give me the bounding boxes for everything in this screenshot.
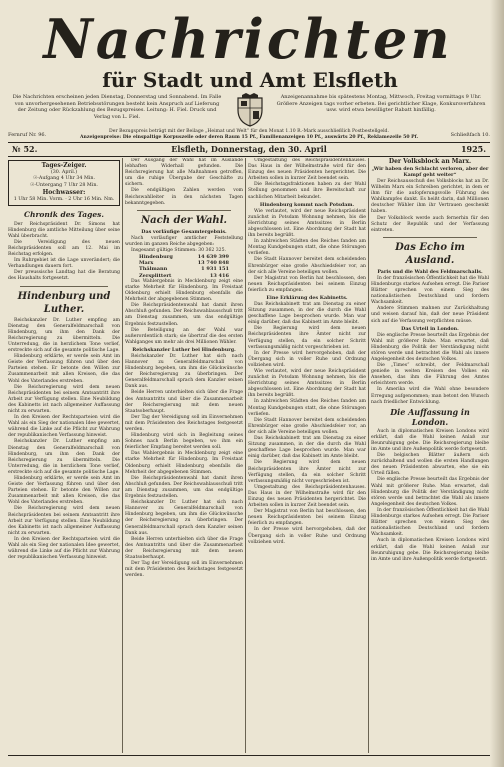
phone-number: Fernruf Nr. 96. xyxy=(8,132,47,138)
chronik-item: Die Vereidigung des neuen Reichspräsidenten soll am 12. Mai im Reichstag erfolgen. xyxy=(8,239,120,258)
article-paragraph: Der Magistrat von Berlin hat beschlossen, den neuen Reichspräsidenten bei seinem Einzug feierlich zu empfangen. xyxy=(248,509,366,527)
article-paragraph: In Amerika wird die Wahl ohne besondere Erregung aufgenommen; man betont den Wunsch nach friedlicher Entwicklung. xyxy=(371,387,489,405)
vote-row: Marx 13 740 848 xyxy=(139,260,229,267)
article-subheading: Das vorläufige Gesamtergebnis. xyxy=(141,228,227,235)
article-paragraph: Der Ausgang der Wahl hat im Auslande lebhaften Widerhall gefunden. Die Reichsregierung hat alle Maßnahmen getroffen, um die ruhige Übergabe der Geschäfte zu sichern. xyxy=(125,158,243,188)
calendar-box xyxy=(8,160,120,206)
article-heading: Hindenburg und Luther. xyxy=(17,290,111,315)
article-paragraph: Die Reichspräsidentenwahl hat damit ihren Abschluß gefunden. Der Reichswahlausschuß tritt am Dienstag zusammen, um das endgültige Ergebnis festzustellen. xyxy=(125,475,243,500)
article-paragraph: Reichskanzler Dr. Luther empfing am Dienstag den Generalfeldmarschall von Hindenburg, um ihm den Dank der Reichsregierung zu übermitteln. Die Unterredung, die in herzlichem Tone verlief, erstreckte sich auf die gesamte politische Lage. xyxy=(8,317,120,354)
column-3 xyxy=(248,158,366,758)
article-paragraph: Der Reichsausschuß des Volksblocks hat an Dr. Wilhelm Marx ein Schreiben gerichtet, in dem er ihm für die aufopferungsvolle Führung des Wahlkampfes dankt. Es heißt darin, daß Millionen deutscher Wähler ihm ihr Vertrauen geschenkt haben. xyxy=(371,179,489,215)
article-paragraph: Das Wahlergebnis in Mecklenburg zeigt eine starke Mehrheit für Hindenburg. Im Freistaat Oldenburg erhielt Hindenburg ebenfalls die Mehrheit der abgegebenen Stimmen. xyxy=(125,451,243,475)
article-paragraph: Reichskanzler Dr. Luther hat sich nach Hannover zu Generalfeldmarschall von Hindenburg begeben, um ihm die Glückwünsche der Reichsregierung zu überbringen. Der Generalfeldmarschall sprach dem Kanzler seinen Dank aus. xyxy=(125,353,243,390)
divider xyxy=(8,755,490,756)
article-heading: Nach der Wahl. xyxy=(141,214,227,226)
masthead-title: Nachrichten xyxy=(43,7,453,71)
tide-line: 1 Uhr 58 Min. Vorm. · 2 Uhr 16 Min. Nm. xyxy=(13,197,115,203)
masthead-subtitle: für Stadt und Amt Elsfleth xyxy=(102,68,398,92)
article-paragraph: Die englische Presse beurteilt das Ergebnis der Wahl mit größerer Ruhe. Man erwartet, daß Hindenburg die Politik der Verständigung nicht stören werde und betrachtet die Wahl als innere Angelegenheit des deutschen Volkes. xyxy=(371,332,489,362)
column-4 xyxy=(371,158,489,758)
article-paragraph: Reichskanzler Dr. Luther hat sich nach Hannover zu Generalfeldmarschall von Hindenburg begeben, um ihm die Glückwünsche der Reichsregierung zu überbringen. Der Generalfeldmarschall sprach dem Kanzler seinen Dank aus. xyxy=(125,500,243,536)
article-paragraph: Beide Herren unterhielten sich über die Frage des Amtsantritts und über die Zusammenarbeit der Reichsregierung mit dem neuen Staatsoberhaupt. xyxy=(125,390,243,414)
price-line: Der Bezugspreis beträgt mit der Beilage „Heimat und Welt“ für den Monat 1.10 R.-Mark ausschließlich Postbestellgeld. xyxy=(109,129,389,134)
article-paragraph: Reichskanzler Dr. Luther empfing am Dienstag den Generalfeldmarschall von Hindenburg, um ihm den Dank der Reichsregierung zu übermitteln. Die Unterredung, die in herzlichem Tone verlief, erstreckte sich auf die gesamte politische Lage. xyxy=(8,439,120,475)
article-paragraph: Insgesamt gültige Stimmen: 30 362 325. xyxy=(131,247,226,253)
issue-year: 1925. xyxy=(460,144,486,154)
article-paragraph: In zahlreichen Städten des Reiches fanden am Montag Kundgebungen statt, die ohne Störungen verliefen. xyxy=(248,399,366,417)
article-paragraph: Die Reichstagsfraktionen haben zu der Wahl Stellung genommen und ihre Bereitschaft zur sachlichen Mitarbeit bekundet. xyxy=(248,182,366,200)
article-heading: Die Auffassung in London. xyxy=(390,406,470,427)
separator xyxy=(383,237,477,238)
article-subheading: Reichskanzler Luther bei Hindenburg. xyxy=(132,346,236,353)
sunrise-line: ☉-Aufgang 4 Uhr 34 Min. xyxy=(32,176,96,182)
article-subheading: Paris und die Wahl des Feldmarschalls. xyxy=(377,268,483,275)
article-paragraph: Hindenburg wird sich in Begleitung seines Sohnes nach Berlin begeben, wo ihm ein feierlicher Empfang bereitet werden soll. xyxy=(125,433,243,451)
tide-title: Hochwasser: xyxy=(42,189,86,197)
separator xyxy=(137,210,231,211)
ad-price-line: Anzeigenpreise: Die einspaltige Korpuszeile oder deren Raum 15 Pf., Familienanzeigen 10 Pf., auswärts 20 Pf., Reklamezeile 50 Pf. xyxy=(79,135,419,140)
subscription-info xyxy=(8,129,490,141)
article-paragraph: In den Kreisen der Rechtsparteien wird die Wahl als ein Sieg der nationalen Idee gewertet, während die Linke auf die Pflicht zur Wahrung der republikanischen Verfassung hinweist. xyxy=(8,536,120,561)
calendar-title: Tages-Zeiger. xyxy=(41,162,87,169)
article-paragraph: Der Magistrat von Berlin hat beschlossen, den neuen Reichspräsidenten bei seinem Einzug feierlich zu empfangen. xyxy=(248,275,366,293)
calendar-date: (30. April.) xyxy=(50,170,78,175)
coat-of-arms-icon xyxy=(232,92,268,128)
column-rule xyxy=(122,158,123,753)
article-paragraph: In der Presse wird hervorgehoben, daß der Übergang sich in voller Ruhe und Ordnung vollziehen wird. xyxy=(248,527,366,545)
article-paragraph: Beide Herren unterhielten sich über die Frage des Amtsantritts und über die Zusammenarbeit der Reichsregierung mit dem neuen Staatsoberhaupt. xyxy=(125,536,243,560)
article-paragraph: Die englische Presse beurteilt das Ergebnis der Wahl mit größerer Ruhe. Man erwartet, daß Hindenburg die Politik der Verständigung nicht stören werde und betrachtet die Wahl als innere Angelegenheit des deutschen Volkes. xyxy=(371,477,489,507)
divider xyxy=(8,142,490,143)
notice-right: Anzeigenannahme bis spätestens Montag, Mittwoch, Freitag vormittags 9 Uhr. Größere Anzeigen tags vorher erbeten. Bei gerichtlicher Klage, Konkursverfahren usw. wird etwa bewilligter Rabatt hinfällig. xyxy=(276,94,486,113)
article-paragraph: Die Stadt Hannover bereitet dem scheidenden Ehrenbürger eine große Abschiedsfeier vor, an der sich alle Vereine beteiligen wollen. xyxy=(248,257,366,275)
article-paragraph: Die Reichsregierung wird dem neuen Reichspräsidenten bei seinem Amtsantritt ihre Arbeit zur Verfügung stellen. Eine Neubildung des Kabinetts ist nach allgemeiner Auffassung nicht zu erwarten. xyxy=(8,384,120,414)
column-rule xyxy=(245,158,246,753)
column-2 xyxy=(125,158,243,758)
issue-number: № 52. xyxy=(12,144,38,154)
issue-date: Elsfleth, Donnerstag, den 30. April xyxy=(171,144,327,154)
separator xyxy=(20,286,108,287)
vote-row: Zersplittert 13 416 xyxy=(139,272,229,279)
article-paragraph: Der Tag der Vereidigung soll im Einvernehmen mit dem Präsidenten des Reichstages festgesetzt werden. xyxy=(125,561,243,579)
notice-left: Die Nachrichten erscheinen jeden Dienstag, Donnerstag und Sonnabend. Im Falle von unvorhergesehenen Betriebsstörungen besteht kein Anspruch auf Lieferung der Zeitung oder Rückzahlung des Bezugspreises. Leitung: H. Fiel. Druck und Verlag von L. Fiel. xyxy=(12,94,222,120)
article-paragraph: In der französischen Öffentlichkeit hat die Wahl Hindenburgs starkes Aufsehen erregt. Die Pariser Blätter sprechen von einem Sieg des nationalistischen Deutschland und fordern Wachsamkeit. xyxy=(371,507,489,538)
article-paragraph: Das Wahlergebnis in Mecklenburg zeigt eine starke Mehrheit für Hindenburg. Im Freistaat Oldenburg erhielt Hindenburg ebenfalls die Mehrheit der abgegebenen Stimmen. xyxy=(125,278,243,303)
article-paragraph: Hindenburg erklärte, er werde sein Amt im Geiste der Verfassung führen und über den Parteien stehen. Er betonte den Willen zur Zusammenarbeit mit allen Kreisen, die das Wohl des Vaterlandes erstreben. xyxy=(8,354,120,384)
article-paragraph: Hindenburg erklärte, er werde sein Amt im Geiste der Verfassung führen und über den Parteien stehen. Er betonte den Willen zur Zusammenarbeit mit allen Kreisen, die das Wohl des Vaterlandes erstreben. xyxy=(8,476,120,506)
column-rule xyxy=(368,158,369,753)
chronik-item: Der Reichspräsident Dr. Simons hat Hindenburg die amtliche Mitteilung über seine Wahl überbracht. xyxy=(8,221,120,239)
article-paragraph: Die endgültigen Zahlen werden vom Reichswahlleiter in den nächsten Tagen bekanntgegeben. xyxy=(125,188,243,206)
article-paragraph: Die Beteiligung an der Wahl war außerordentlich stark; sie übertraf die des ersten Wahlganges um mehr als drei Millionen Wähler. xyxy=(125,327,243,345)
article-subheading: Der Volksblock an Marx. xyxy=(388,158,472,165)
article-paragraph: In den Kreisen der Rechtsparteien wird die Wahl als ein Sieg der nationalen Idee gewertet, während die Linke auf die Pflicht zur Wahrung der republikanischen Verfassung hinweist. xyxy=(8,415,120,439)
chronik-item: Im Ruhrgebiet ist die Lage unverändert; die Verhandlungen dauern fort. xyxy=(8,258,120,270)
column-1 xyxy=(8,158,120,758)
article-paragraph: Umgestaltung des Reichspräsidentenhauses. Das Haus in der Wilhelmstraße wird für den Einzug des neuen Präsidenten hergerichtet. Die Arbeiten sollen in kurzer Zeit beendet sein. xyxy=(248,158,366,182)
article-paragraph: Die Regierung wird dem neuen Reichspräsidenten ihre Ämter nicht zur Verfügung stellen, da ein solcher Schritt verfassungsmäßig nicht vorgeschrieben ist. xyxy=(248,326,366,350)
article-paragraph: Die Reichspräsidentenwahl hat damit ihren Abschluß gefunden. Der Reichswahlausschuß tritt am Dienstag zusammen, um das endgültige Ergebnis festzustellen. xyxy=(125,303,243,327)
article-paragraph: Der Volksblock werde auch fernerhin für den Schutz der Republik und der Verfassung eintreten. xyxy=(371,215,489,233)
article-paragraph: Auch in diplomatischen Kreisen Londons wird erklärt, daß die Wahl keinen Anlaß zur Beunruhigung gebe. Die Reichsregierung bleibe im Amte und ihre Außenpolitik werde fortgesetzt. xyxy=(371,428,489,452)
chronik-item: Der preussische Landtag hat die Beratung des Haushalts fortgesetzt. xyxy=(8,270,120,282)
article-paragraph: Das Reichskabinett trat am Dienstag zu einer Sitzung zusammen, in der die durch die Wahl geschaffene Lage besprochen wurde. Man war einig darüber, daß das Kabinett im Amte bleibt. xyxy=(248,436,366,460)
po-box: Schließfach 10. xyxy=(450,132,490,138)
article-paragraph: Das Reichskabinett trat am Dienstag zu einer Sitzung zusammen, in der die durch die Wahl geschaffene Lage besprochen wurde. Man war einig darüber, daß das Kabinett im Amte bleibt. xyxy=(248,301,366,326)
article-paragraph: Auch in diplomatischen Kreisen Londons wird erklärt, daß die Wahl keinen Anlaß zur Beunruhigung gebe. Die Reichsregierung bleibe im Amte und ihre Außenpolitik werde fortgesetzt. xyxy=(371,538,489,562)
article-paragraph: In der Presse wird hervorgehoben, daß der Übergang sich in voller Ruhe und Ordnung vollziehen wird. xyxy=(248,350,366,368)
divider xyxy=(8,156,490,157)
vote-row: Hindenburg 14 639 399 xyxy=(139,254,229,261)
article-paragraph: Die Reichsregierung wird dem neuen Reichspräsidenten bei seinem Amtsantritt ihre Arbeit zur Verfügung stellen. Eine Neubildung des Kabinetts ist nach allgemeiner Auffassung nicht zu erwarten. xyxy=(8,506,120,536)
article-paragraph: Wie verlautet, wird der neue Reichspräsident zunächst in Potsdam Wohnung nehmen, bis die Herrichtung seines Amtssitzes in Berlin abgeschlossen ist. Eine Abordnung der Stadt hat ihn bereits begrüßt. xyxy=(248,208,366,239)
article-paragraph: Die Stadt Hannover bereitet dem scheidenden Ehrenbürger eine große Abschiedsfeier vor, an der sich alle Vereine beteiligen wollen. xyxy=(248,417,366,435)
article-paragraph: Nach vorläufiger amtlicher Feststellung wurden im ganzen Reiche abgegeben: xyxy=(125,235,243,247)
article-paragraph: Die Regierung wird dem neuen Reichspräsidenten ihre Ämter nicht zur Verfügung stellen, da ein solcher Schritt verfassungsmäßig nicht vorgeschrieben ist. xyxy=(248,460,366,484)
sunset-line: ☉-Untergang 7 Uhr 28 Min. xyxy=(30,182,98,188)
article-paragraph: Die „Times“ schreibt, der Feldmarschall genieße in weiten Kreisen des Volkes ein Ansehen, das ihm die Führung des Amtes erleichtern werde. xyxy=(371,363,489,387)
article-subheading: Hindenburg kommt nach Potsdam. xyxy=(259,201,355,208)
article-paragraph: In zahlreichen Städten des Reiches fanden am Montag Kundgebungen statt, die ohne Störungen verliefen. xyxy=(248,239,366,257)
article-paragraph: In der französischen Öffentlichkeit hat die Wahl Hindenburgs starkes Aufsehen erregt. Die Pariser Blätter sprechen von einem Sieg des nationalistischen Deutschland und fordern Wachsamkeit. xyxy=(371,275,489,306)
article-paragraph: Die belgischen Blätter äußern sich zurückhaltend und wollen die ersten Handlungen des neuen Präsidenten abwarten, ehe sie ein Urteil fällen. xyxy=(371,453,489,477)
article-quote: „Wir haben den Schlacht verloren, aber der Kampf geht weiter“ xyxy=(371,166,489,178)
article-heading: Das Echo im Ausland. xyxy=(395,241,465,266)
article-paragraph: Andere Stimmen mahnen zur Zurückhaltung und weisen darauf hin, daß der neue Präsident sich auf die Verfassung verpflichten müsse. xyxy=(371,306,489,324)
article-paragraph: Wie verlautet, wird der neue Reichspräsident zunächst in Potsdam Wohnung nehmen, bis die Herrichtung seines Amtssitzes in Berlin abgeschlossen ist. Eine Abordnung der Stadt hat ihn bereits begrüßt. xyxy=(248,369,366,399)
article-subheading: Eine Erklärung des Kabinetts. xyxy=(266,294,348,301)
article-subheading: Das Urteil in London. xyxy=(401,325,459,332)
article-paragraph: Umgestaltung des Reichspräsidentenhauses. Das Haus in der Wilhelmstraße wird für den Einzug des neuen Präsidenten hergerichtet. Die Arbeiten sollen in kurzer Zeit beendet sein. xyxy=(248,484,366,509)
article-paragraph: Der Tag der Vereidigung soll im Einvernehmen mit dem Präsidenten des Reichstages festgesetzt werden. xyxy=(125,414,243,432)
page-edge-shadow xyxy=(490,0,504,767)
vote-row: Thälmann 1 931 151 xyxy=(139,266,229,273)
chronik-heading: Chronik des Tages. xyxy=(24,209,104,219)
dateline xyxy=(8,144,490,156)
